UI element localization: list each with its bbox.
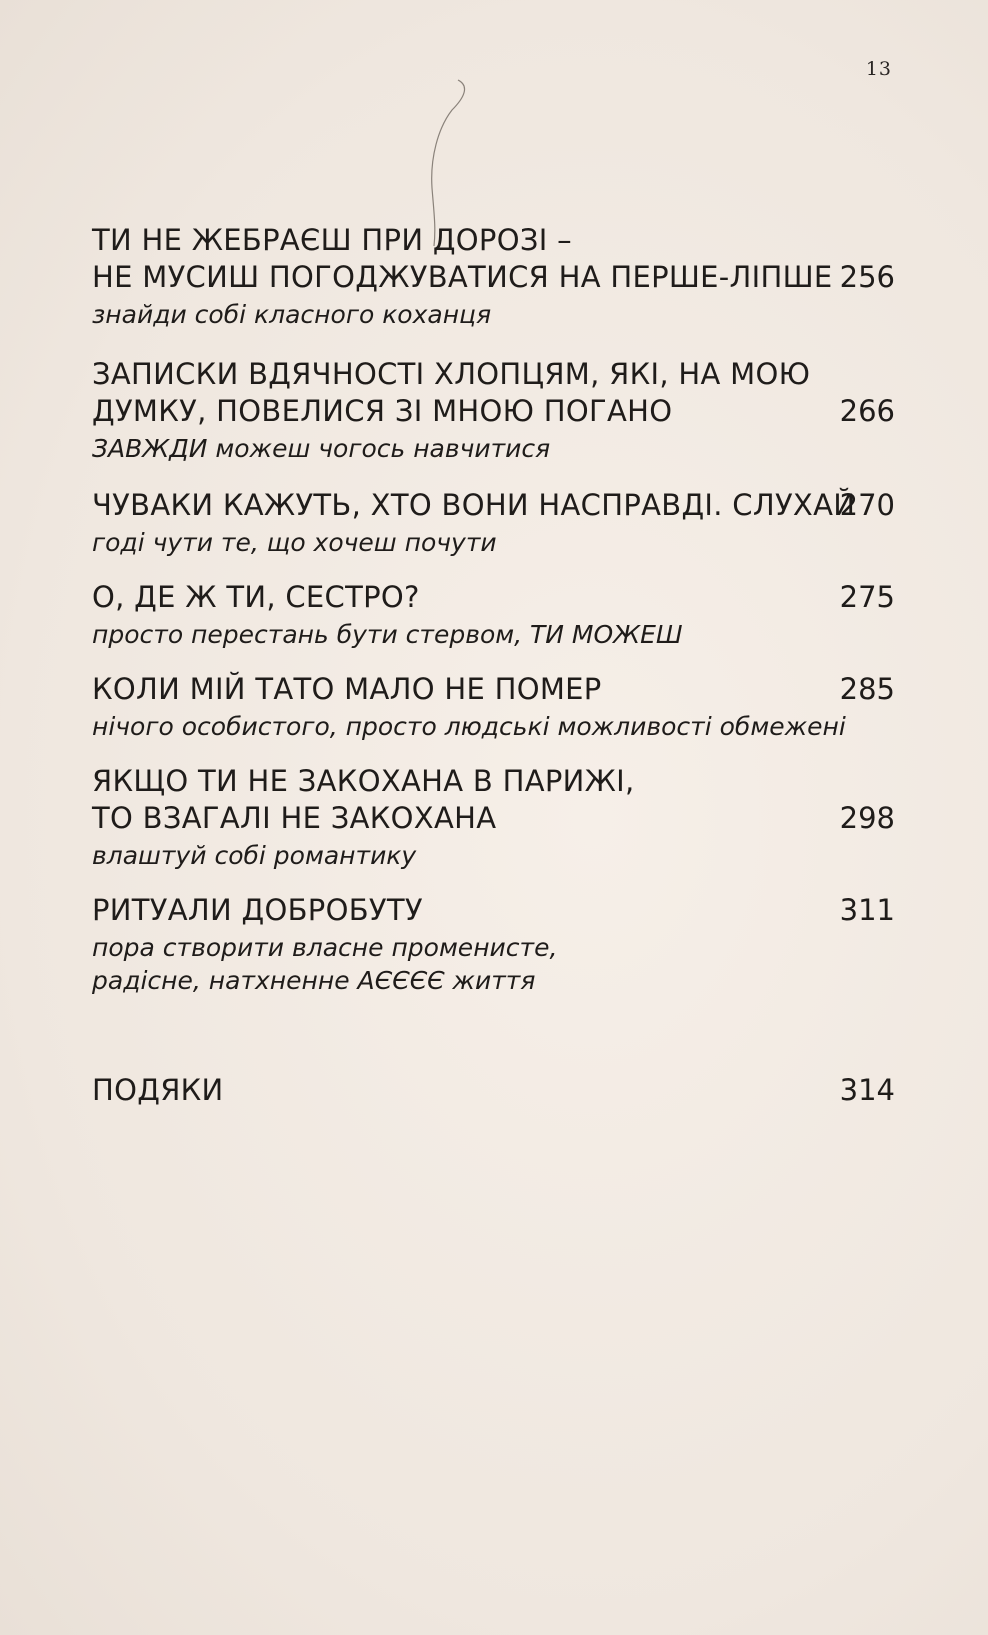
toc-entry[interactable] bbox=[92, 222, 895, 331]
entry-title bbox=[92, 763, 895, 837]
entry-page-number: 256 bbox=[839, 260, 895, 294]
entry-page-number: 314 bbox=[839, 1073, 895, 1107]
entry-subtitle bbox=[92, 298, 895, 331]
entry-subtitle-line: нічого особистого, просто людські можливості обмежені bbox=[92, 712, 846, 741]
toc-entry[interactable] bbox=[92, 892, 895, 997]
toc-entry[interactable] bbox=[92, 671, 895, 743]
entry-title bbox=[92, 356, 895, 430]
toc-entry[interactable] bbox=[92, 356, 895, 465]
entry-title-line: ЗАПИСКИ ВДЯЧНОСТІ ХЛОПЦЯМ, ЯКІ, НА МОЮ bbox=[92, 357, 811, 391]
entry-subtitle-line: просто перестань бути стервом, ТИ МОЖЕШ bbox=[92, 620, 683, 649]
entry-subtitle-line: знайди собі класного коханця bbox=[92, 300, 492, 329]
entry-subtitle-line: пора створити власне променисте, bbox=[92, 933, 558, 962]
entry-page-number: 285 bbox=[839, 672, 895, 706]
entry-subtitle bbox=[92, 618, 895, 651]
entry-subtitle-line: годі чути те, що хочеш почути bbox=[92, 528, 497, 557]
entry-subtitle-line: влаштуй собі романтику bbox=[92, 841, 417, 870]
toc-entry[interactable] bbox=[92, 1072, 895, 1109]
entry-title-line: НЕ МУСИШ ПОГОДЖУВАТИСЯ НА ПЕРШЕ-ЛІПШЕ bbox=[92, 260, 833, 294]
entry-subtitle-line: радісне, натхненне АЄЄЄЄ життя bbox=[92, 966, 536, 995]
entry-subtitle bbox=[92, 526, 895, 559]
entry-page-number: 311 bbox=[839, 893, 895, 927]
entry-page-number: 275 bbox=[839, 580, 895, 614]
entry-title-line: ТО ВЗАГАЛІ НЕ ЗАКОХАНА bbox=[92, 801, 497, 835]
entry-title-line: ПОДЯКИ bbox=[92, 1073, 224, 1107]
toc-entry[interactable] bbox=[92, 579, 895, 651]
page-number: 13 bbox=[865, 58, 892, 80]
entry-title bbox=[92, 892, 895, 929]
entry-title bbox=[92, 1072, 895, 1109]
entry-subtitle-line: ЗАВЖДИ можеш чогось навчитися bbox=[92, 434, 551, 463]
entry-title bbox=[92, 222, 895, 296]
entry-title-line: КОЛИ МІЙ ТАТО МАЛО НЕ ПОМЕР bbox=[92, 672, 602, 706]
entry-subtitle bbox=[92, 839, 895, 872]
entry-page-number: 266 bbox=[839, 394, 895, 428]
entry-subtitle bbox=[92, 710, 895, 743]
toc-entry[interactable] bbox=[92, 487, 895, 559]
entry-title bbox=[92, 487, 895, 524]
entry-title-line: ДУМКУ, ПОВЕЛИСЯ ЗІ МНОЮ ПОГАНО bbox=[92, 394, 673, 428]
entry-title bbox=[92, 579, 895, 616]
entry-title-line: ЧУВАКИ КАЖУТЬ, ХТО ВОНИ НАСПРАВДІ. СЛУХАЙ bbox=[92, 488, 856, 522]
entry-title-line: О, ДЕ Ж ТИ, СЕСТРО? bbox=[92, 580, 420, 614]
entry-subtitle bbox=[92, 931, 895, 997]
entry-title-line: ТИ НЕ ЖЕБРАЄШ ПРИ ДОРОЗІ – bbox=[92, 223, 572, 257]
entry-page-number: 270 bbox=[839, 488, 895, 522]
entry-title-line: РИТУАЛИ ДОБРОБУТУ bbox=[92, 893, 423, 927]
toc-entry[interactable] bbox=[92, 763, 895, 872]
entry-title-line: ЯКЩО ТИ НЕ ЗАКОХАНА В ПАРИЖІ, bbox=[92, 764, 635, 798]
entry-title bbox=[92, 671, 895, 708]
entry-page-number: 298 bbox=[839, 801, 895, 835]
entry-subtitle bbox=[92, 432, 895, 465]
